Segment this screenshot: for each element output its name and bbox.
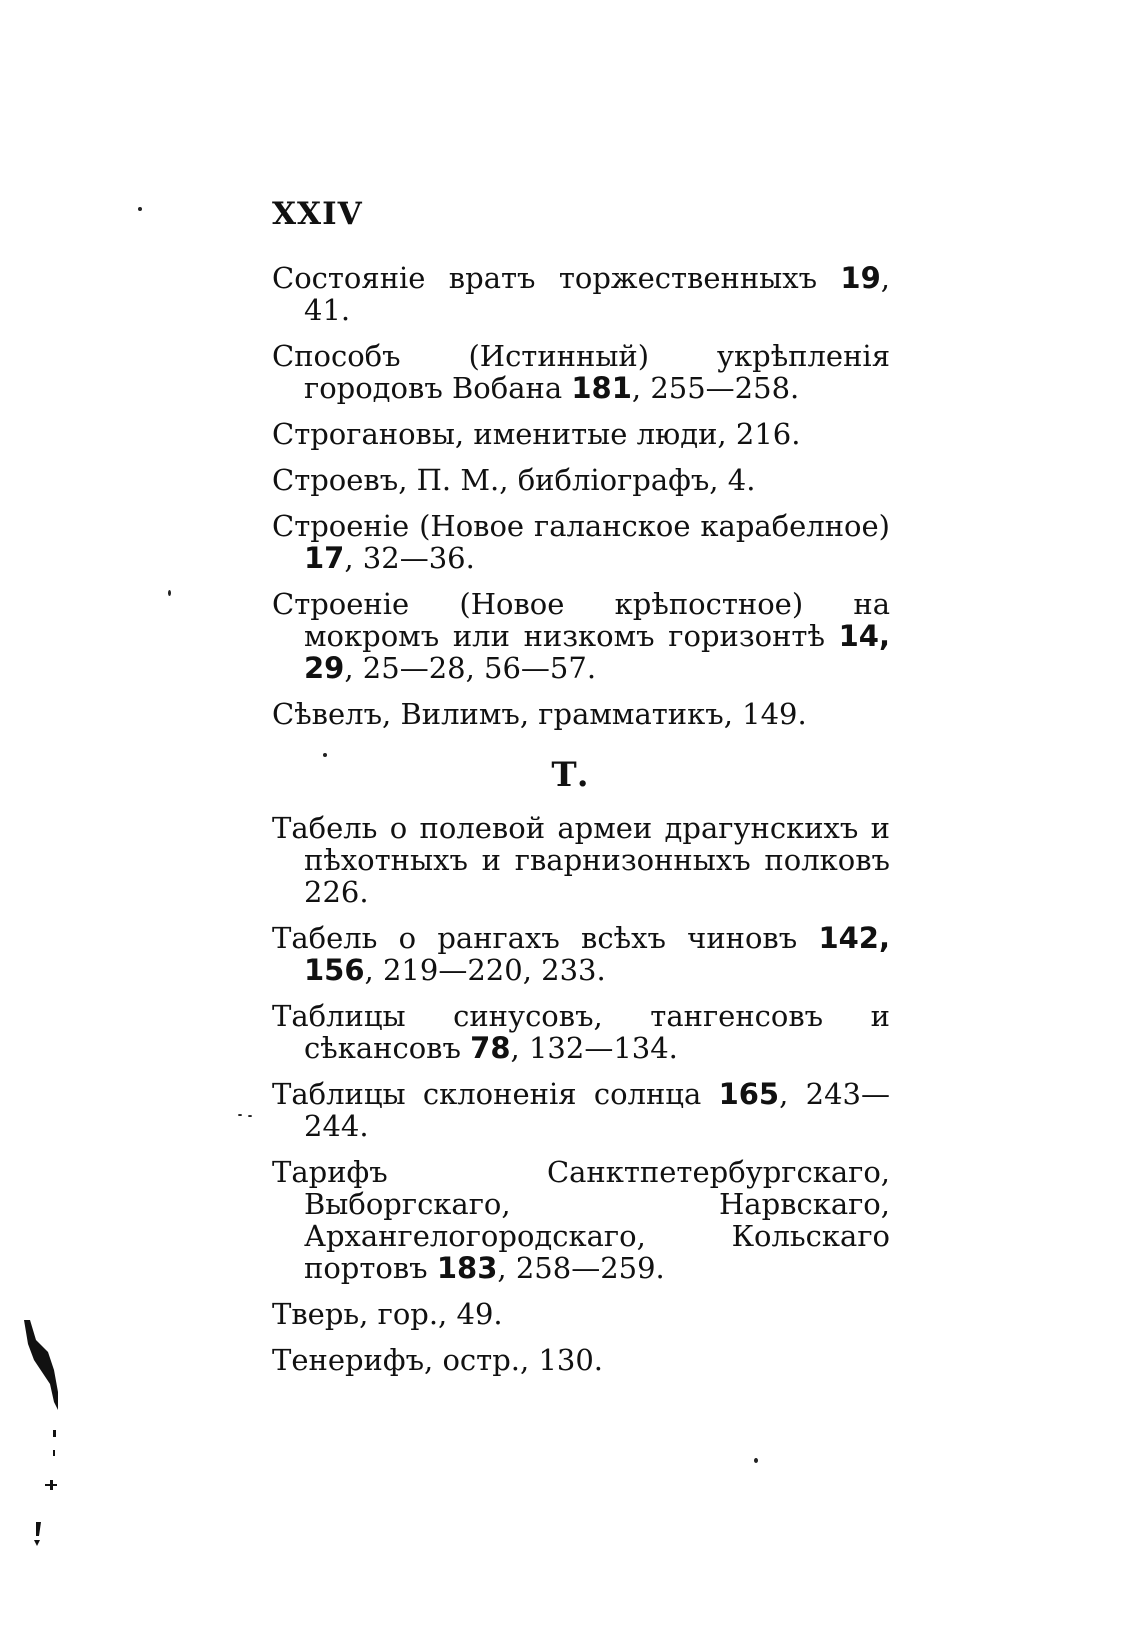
page-number: XXIV [272, 196, 363, 232]
section-heading-t: Т. [551, 755, 589, 795]
index-entry: Таблицы синусовъ, тангенсовъ и сѣкансовъ 78, 132—134. [272, 999, 890, 1065]
index-entry: Строевъ, П. М., библіографъ, 4. [272, 463, 756, 497]
index-entry: Строгановы, именитые люди, 216. [272, 417, 801, 451]
scan-speck [754, 1458, 758, 1463]
index-section-s [272, 262, 890, 744]
index-entry: Сѣвелъ, Вилимъ, грамматикъ, 149. [272, 697, 807, 731]
index-entry: Тарифъ Санктпетербургскаго, Выборгскаго, Нарвскаго, Архангелогородскаго, Кольскаго портовъ 183, 258—259. [272, 1155, 890, 1285]
scan-speck [238, 1114, 242, 1116]
index-entry: Строеніе (Новое галанское карабелное) 17, 32—36. [272, 509, 890, 575]
index-entry: Табель о рангахъ всѣхъ чиновъ 142, 156, 219—220, 233. [272, 921, 890, 987]
index-entry: Табель о полевой армеи драгунскихъ и пѣхотныхъ и гварнизонныхъ полковъ 226. [272, 811, 890, 909]
index-entry: Таблицы склоненія солнца 165, 243—244. [272, 1077, 890, 1143]
index-entry: Способъ (Истинный) укрѣпленія городовъ Вобана 181, 255—258. [272, 339, 890, 405]
index-entry: Строеніе (Новое крѣпостное) на мокромъ или низкомъ горизонтѣ 14, 29, 25—28, 56—57. [272, 587, 890, 685]
index-entry: Тенерифъ, остр., 130. [272, 1343, 604, 1377]
scan-margin-mark [14, 1300, 64, 1560]
scan-speck [168, 590, 171, 596]
index-section-t [272, 812, 890, 1390]
index-entry: Тверь, гор., 49. [272, 1297, 503, 1331]
scan-speck [138, 207, 142, 211]
index-entry: Состояніе вратъ торжественныхъ 19, 41. [272, 261, 890, 327]
scan-speck [323, 753, 327, 757]
scan-speck [248, 1115, 252, 1117]
